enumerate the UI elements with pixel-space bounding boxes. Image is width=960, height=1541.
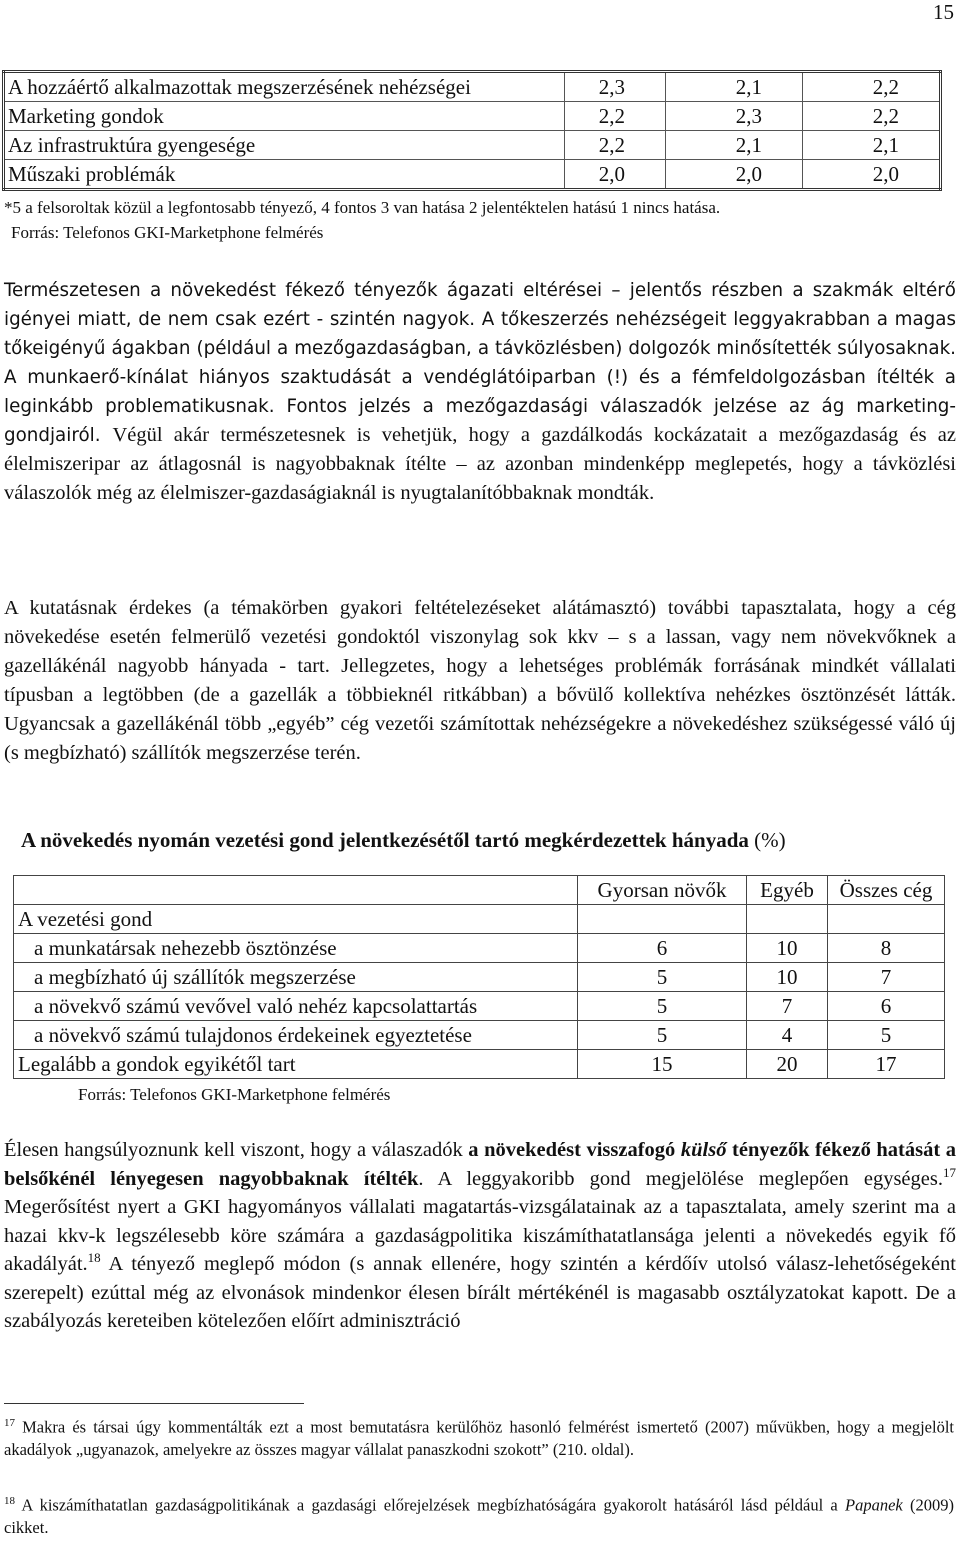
row-label: A vezetési gond bbox=[14, 905, 578, 934]
row-value: 5 bbox=[578, 963, 747, 992]
row-value: 5 bbox=[578, 992, 747, 1021]
p3-text-f: Megerősítést nyert a GKI hagyományos vállalati magatartás-vizsgálatainak az a tapasztalata, amely szerint ma a hazai kkv-k legszélesebb köre számára a gazdaságpolitika kiszámíthatatlansága jelenti a növekedés egyik fő akadályát. bbox=[4, 1196, 956, 1275]
row-label: Marketing gondok bbox=[4, 102, 565, 131]
p3-bolditalic: külső bbox=[680, 1139, 727, 1161]
row-value: 17 bbox=[828, 1050, 945, 1079]
row-value: 2,0 bbox=[803, 160, 941, 190]
footnote-17 bbox=[4, 1412, 954, 1461]
table-source: Forrás: Telefonos GKI-Marketphone felmérés bbox=[11, 223, 324, 242]
row-label: a megbízható új szállítók megszerzése bbox=[14, 963, 578, 992]
table-total-row bbox=[14, 1050, 945, 1079]
footnote-18-text-a: A kiszámíthatatlan gazdaságpolitikának a gazdasági előrejelzések megbízhatóságára gyakorolt hatásáról lásd például a bbox=[15, 1495, 846, 1515]
row-value bbox=[828, 905, 945, 934]
row-value: 2,0 bbox=[565, 160, 666, 190]
footnote-18-author: Papanek bbox=[845, 1495, 903, 1515]
table-heading-title: A növekedés nyomán vezetési gond jelentkezésétől tartó megkérdezettek hányada bbox=[21, 828, 749, 852]
row-value: 10 bbox=[747, 963, 828, 992]
table-note: *5 a felsoroltak közül a legfontosabb tényező, 4 fontos 3 van hatása 2 jelentéktelen hatású 1 nincs hatása. bbox=[4, 198, 721, 217]
row-label: Műszaki problémák bbox=[4, 160, 565, 190]
paragraph-1-part1: Természetesen a növekedést fékező tényezők ágazati eltérései – jelentős részben a szakmák eltérő igényei miatt, de nem csak ezért - szintén nagyok. A tőkeszerzés nehézségeit leggyakrabban a magas tőkeigényű ágakban (például a mezőgazdaságban, a távközlésben) dolgozók minősítették súlyosaknak. A munkaerő-kínálat hiányos szaktudását a vendéglátóiparban (!) és a fémfeldolgozásban ítélték a leginkább problematikusnak. Fontos jelzés a mezőgazdasági válaszadók jelzése az ág marketing-gondjairól. bbox=[4, 280, 956, 446]
row-value: 5 bbox=[578, 1021, 747, 1050]
p3-text-e: . A leggyakoribb gond megjelölése meglepően egységes. bbox=[418, 1167, 943, 1190]
paragraph-1 bbox=[4, 276, 956, 508]
row-value: 6 bbox=[578, 934, 747, 963]
table-row bbox=[14, 992, 945, 1021]
row-value: 7 bbox=[747, 992, 828, 1021]
row-value: 15 bbox=[578, 1050, 747, 1079]
row-value: 20 bbox=[747, 1050, 828, 1079]
footnote-ref-18[interactable]: 18 bbox=[87, 1250, 101, 1266]
header-all-firms: Összes cég bbox=[828, 876, 945, 905]
paragraph-1-part2: Végül akár természetesnek is vehetjük, hogy a gazdálkodás kockázatait a mezőgazdaság és az élelmiszeripar az átlagosnál is nagyobbaknak ítélte – az azonban mindenképp meglepetés, hogy a távközlési válaszolók még az élelmiszer-gazdaságiaknál is nyugtalanítóbbaknak mondták. bbox=[4, 424, 956, 504]
table-row bbox=[4, 131, 941, 160]
row-label: a növekvő számú tulajdonos érdekeinek egyeztetése bbox=[14, 1021, 578, 1050]
row-label: Legalább a gondok egyikétől tart bbox=[14, 1050, 578, 1079]
table2-source: Forrás: Telefonos GKI-Marketphone felmérés bbox=[78, 1085, 391, 1104]
table-section-row bbox=[14, 905, 945, 934]
row-value: 2,3 bbox=[565, 72, 666, 102]
row-label: Az infrastruktúra gyengesége bbox=[4, 131, 565, 160]
paragraph-2: A kutatásnak érdekes (a témakörben gyakori feltételezéseket alátámasztó) további tapasztalata, hogy a cég növekedése esetén felmerülő vezetési gondoktól viszonylag sok kkv – s a lassan, vagy nem növekvőknek a gazellákénál nagyobb hányada - tart. Jellegzetes, hogy a lehetséges problémák forrásának mindkét vállalati típusban a legtöbben (de a gazellák a többieknél ritkábban) a bővülő kollektíva nehézkes ösztönzését látták. Ugyancsak a gazellákénál több „egyéb” cég vezetői számítottak nehézségekre a növekedéshez szükségessé váló új (s megbízható) szállítók megszerzése terén. bbox=[4, 597, 956, 764]
footnote-17-mark: 17 bbox=[4, 1417, 15, 1429]
table-row bbox=[14, 1021, 945, 1050]
row-value: 10 bbox=[747, 934, 828, 963]
row-value: 4 bbox=[747, 1021, 828, 1050]
p3-text-a: Élesen hangsúlyoznunk kell viszont, hogy a válaszadók bbox=[4, 1139, 469, 1161]
row-label: a munkatársak nehezebb ösztönzése bbox=[14, 934, 578, 963]
table-heading bbox=[21, 826, 786, 854]
table-row bbox=[14, 963, 945, 992]
row-value: 2,2 bbox=[803, 72, 941, 102]
footnote-17-text: Makra és társai úgy kommentálták ezt a most bemutatásra kerülőhöz hasonló felmérést ismertető (2007) művükben, hogy a megjelölt akadályok „ugyanazok, amelyekre az összes magyar vállalat panaszkodni szokott” (210. oldal). bbox=[4, 1417, 954, 1459]
table-row bbox=[4, 72, 941, 102]
row-value: 2,2 bbox=[565, 131, 666, 160]
row-value: 5 bbox=[828, 1021, 945, 1050]
table-row bbox=[14, 934, 945, 963]
paragraph-3 bbox=[4, 1136, 956, 1336]
management-problems-table bbox=[13, 875, 945, 1079]
table-header-row bbox=[14, 876, 945, 905]
row-value: 2,1 bbox=[803, 131, 941, 160]
row-value: 6 bbox=[828, 992, 945, 1021]
row-label: a növekvő számú vevővel való nehéz kapcsolattartás bbox=[14, 992, 578, 1021]
row-value: 2,1 bbox=[666, 131, 803, 160]
row-value: 2,2 bbox=[565, 102, 666, 131]
footnote-18 bbox=[4, 1490, 954, 1539]
row-value bbox=[747, 905, 828, 934]
p3-text-g: A tényező meglepő módon (s annak ellenére, hogy szintén a kérdőív utolsó válasz-lehetőségeként szerepelt) ezúttal még az elvonások mindenkor élesen bírált mértékénél is magasabb osztályzatokat kapott. De a szabályozás kereteiben kötelezően előírt adminisztráció bbox=[4, 1253, 956, 1332]
footnote-divider bbox=[4, 1403, 304, 1404]
table-row bbox=[4, 102, 941, 131]
row-value: 7 bbox=[828, 963, 945, 992]
table-heading-unit: (%) bbox=[754, 828, 786, 852]
p3-bold-2: tényezők fékező hatását a belsőkénél lényegesen nagyobbaknak ítélték bbox=[4, 1139, 956, 1190]
header-other: Egyéb bbox=[747, 876, 828, 905]
row-value bbox=[578, 905, 747, 934]
factor-table bbox=[2, 70, 942, 191]
row-value: 2,1 bbox=[666, 72, 803, 102]
footnote-18-text-b: (2009) cikket. bbox=[4, 1495, 954, 1537]
row-value: 8 bbox=[828, 934, 945, 963]
p3-bold-1: a növekedést visszafogó bbox=[468, 1139, 681, 1161]
page-number: 15 bbox=[933, 0, 954, 24]
header-fast-growers: Gyorsan növők bbox=[578, 876, 747, 905]
row-value: 2,3 bbox=[666, 102, 803, 131]
row-value: 2,0 bbox=[666, 160, 803, 190]
table-row bbox=[4, 160, 941, 190]
row-value: 2,2 bbox=[803, 102, 941, 131]
footnote-18-mark: 18 bbox=[4, 1495, 15, 1507]
header-empty bbox=[14, 876, 578, 905]
footnote-ref-17[interactable]: 17 bbox=[943, 1164, 956, 1180]
row-label: A hozzáértő alkalmazottak megszerzésének nehézségei bbox=[4, 72, 565, 102]
